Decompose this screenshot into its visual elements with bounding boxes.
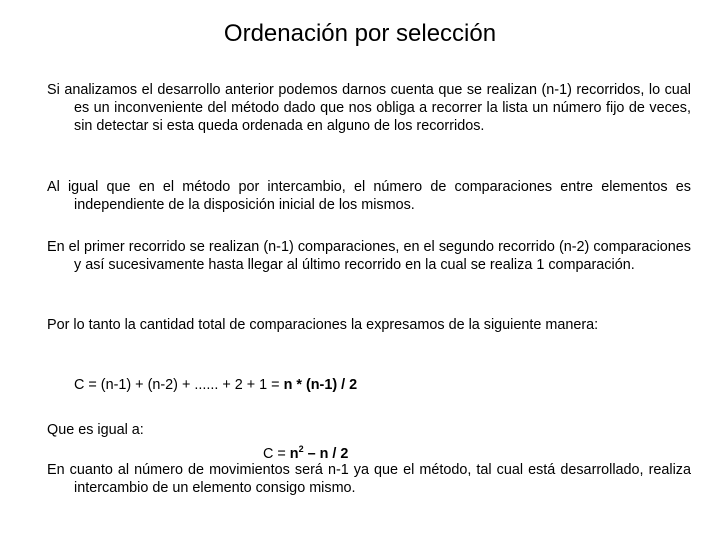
paragraph-cantidad-total: Por lo tanto la cantidad total de comparaciones la expresamos de la siguiente manera: <box>47 317 599 333</box>
paragraph-movimientos: En cuanto al número de movimientos será n-1 ya que el método, tal cual está desarrollado, realiza intercambio de un elemento consigo mismo. <box>47 462 691 496</box>
formula2-rest: – n / 2 <box>303 445 349 462</box>
paragraph-recorridos: Si analizamos el desarrollo anterior podemos darnos cuenta que se realizan (n-1) recorridos, lo cual es un inconveniente del método dado que nos obliga a recorrer la lista un número fijo de veces, sin detectar si esta queda ordenada en alguno de los recorridos. <box>47 82 691 134</box>
formula-prefix: C = (n-1) + (n-2) + ...... + 2 + 1 = <box>74 377 284 393</box>
formula2-prefix: C = <box>263 445 290 462</box>
slide-title: Ordenación por selección <box>223 20 497 47</box>
formula-simplified <box>263 440 348 463</box>
paragraph-igual-a: Que es igual a: <box>47 422 144 438</box>
formula-result: n * (n-1) / 2 <box>283 377 358 393</box>
formula-comparaciones <box>74 376 357 394</box>
paragraph-comparaciones: Al igual que en el método por intercambio, el número de comparaciones entre elementos es independiente de la disposición inicial de los mismos. <box>47 179 691 213</box>
formula2-exponent: 2 <box>298 444 304 454</box>
paragraph-primer-recorrido: En el primer recorrido se realizan (n-1) comparaciones, en el segundo recorrido (n-2) comparaciones y así sucesivamente hasta llegar al último recorrido en la cual se realiza 1 comparación. <box>47 239 691 273</box>
formula2-base: n <box>289 445 299 462</box>
